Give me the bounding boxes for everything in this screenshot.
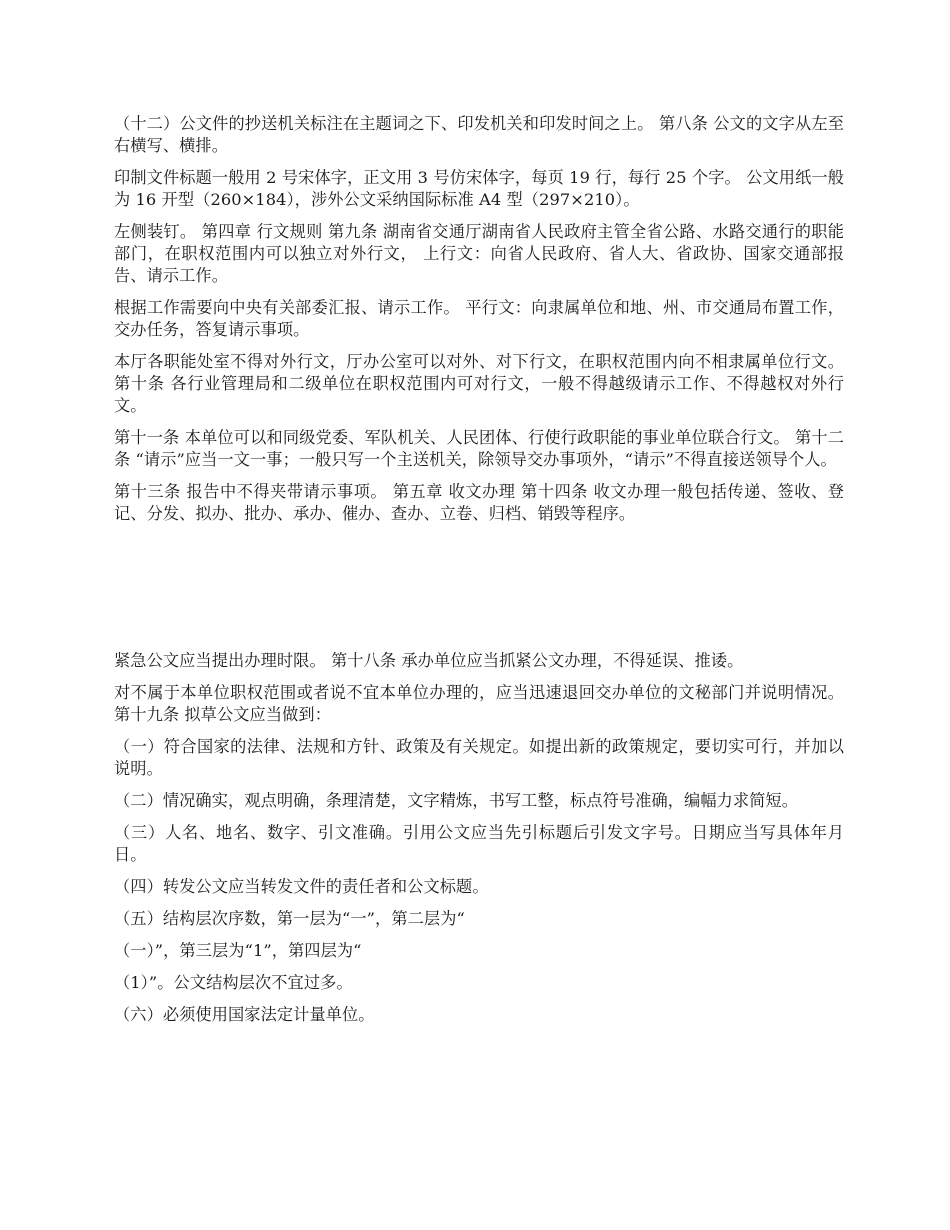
text-block-lower bbox=[114, 650, 844, 1036]
paragraph: （一）”，第三层为“1”，第四层为“ bbox=[114, 941, 362, 960]
paragraph: 根据工作需要向中央有关部委汇报、请示工作。 平行文：向隶属单位和地、州、市交通局布置工作，交办任务，答复请示事项。 bbox=[114, 298, 844, 339]
paragraph: （五）结构层次序数，第一层为“一”，第二层为“ bbox=[114, 909, 465, 928]
paragraph: （十二）公文件的抄送机关标注在主题词之下、印发机关和印发时间之上。 第八条 公文的文字从左至右横写、横排。 bbox=[114, 114, 844, 155]
paragraph: （二）情况确实，观点明确，条理清楚，文字精炼，书写工整，标点符号准确，编幅力求简短。 bbox=[114, 791, 799, 810]
paragraph: 左侧装钉。 第四章 行文规则 第九条 湖南省交通厅湖南省人民政府主管全省公路、水路交通行的职能部门，在职权范围内可以独立对外行文， 上行文：向省人民政府、省人大、省政协、国家交通部报告、请示工作。 bbox=[114, 222, 844, 285]
paragraph: （一）符合国家的法律、法规和方针、政策及有关规定。如提出新的政策规定，要切实可行，并加以说明。 bbox=[114, 737, 844, 778]
paragraph: （三）人名、地名、数字、引文准确。引用公文应当先引标题后引发文字号。日期应当写具体年月日。 bbox=[114, 823, 844, 864]
paragraph: 印制文件标题一般用 2 号宋体字，正文用 3 号仿宋体字，每页 19 行，每行 25 个字。 公文用纸一般为 16 开型（260×184），涉外公文采纳国际标准 A4 型（297×210）。 bbox=[114, 168, 844, 209]
paragraph: 对不属于本单位职权范围或者说不宜本单位办理的，应当迅速退回交办单位的文秘部门并说明情况。 第十九条 拟草公文应当做到： bbox=[114, 683, 844, 724]
paragraph: 第十一条 本单位可以和同级党委、军队机关、人民团体、行使行政职能的事业单位联合行文。 第十二条 “请示”应当一文一事；一般只写一个主送机关，除领导交办事项外，“请示”不得直接送领导个人。 bbox=[114, 428, 844, 469]
paragraph: 第十三条 报告中不得夹带请示事项。 第五章 收文办理 第十四条 收文办理一般包括传递、签收、登记、分发、拟办、批办、承办、催办、查办、立卷、归档、销毁等程序。 bbox=[114, 482, 844, 523]
paragraph: （1）”。公文结构层次不宜过多。 bbox=[114, 973, 353, 992]
paragraph: 紧急公文应当提出办理时限。 第十八条 承办单位应当抓紧公文办理，不得延误、推诿。 bbox=[114, 651, 744, 670]
paragraph: （四）转发公文应当转发文件的责任者和公文标题。 bbox=[114, 877, 489, 896]
paragraph: （六）必须使用国家法定计量单位。 bbox=[114, 1005, 375, 1024]
paragraph: 本厅各职能处室不得对外行文，厅办公室可以对外、对下行文，在职权范围内向不相隶属单位行文。 第十条 各行业管理局和二级单位在职权范围内可对行文，一般不得越级请示工作、不得越权对外行文。 bbox=[114, 352, 844, 415]
text-block-upper bbox=[114, 113, 844, 535]
